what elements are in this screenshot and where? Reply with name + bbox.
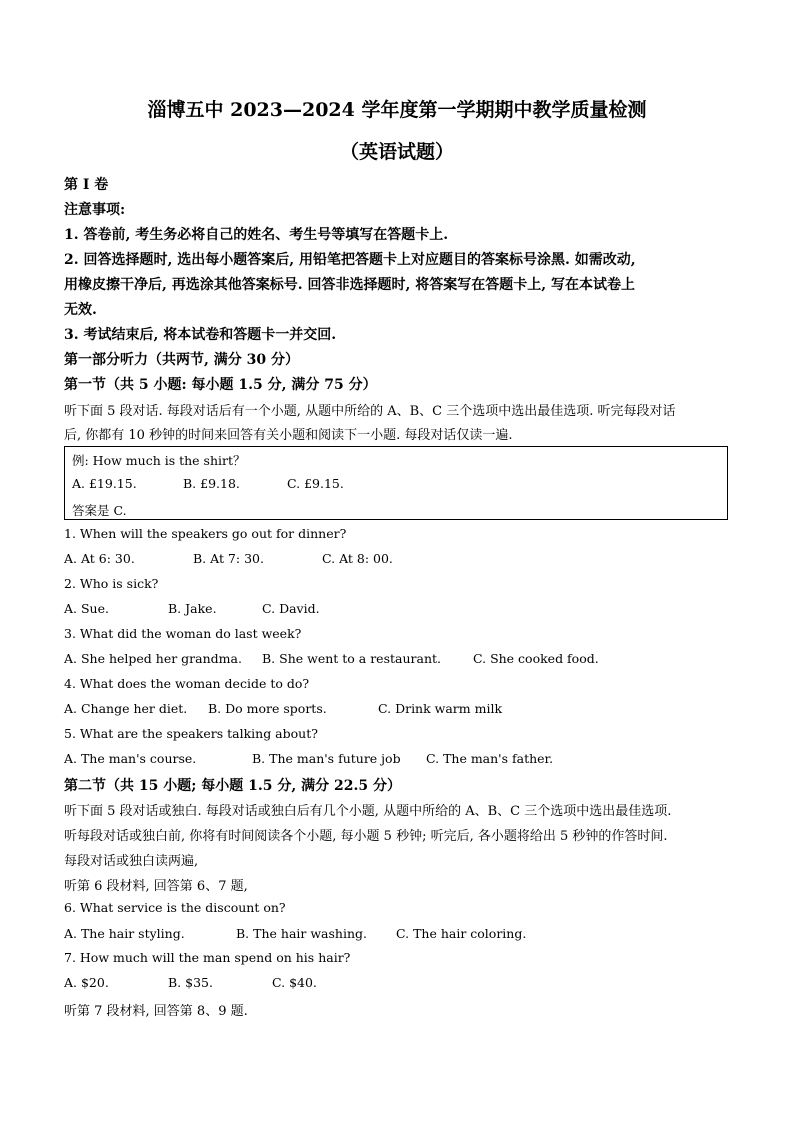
- question-2: 2. Who is sick?: [64, 576, 159, 591]
- question-5: 5. What are the speakers talking about?: [64, 726, 318, 741]
- q1-option-a: A. At 6: 30.: [64, 551, 135, 566]
- section2-heading: 第二节（共 15 小题; 每小题 1.5 分, 满分 22.5 分）: [64, 778, 401, 794]
- section1-heading: 第一部分听力（共两节, 满分 30 分）: [64, 352, 299, 368]
- section2-instruction: 听下面 5 段对话或独白. 每段对话或独白后有几个小题, 从题中所给的 A、B、C 三个选项中选出最佳选项.: [64, 804, 672, 819]
- q2-option-a: A. Sue.: [64, 601, 109, 616]
- q7-option-c: C. $40.: [272, 975, 317, 990]
- question-1: 1. When will the speakers go out for dinner?: [64, 526, 347, 541]
- q7-option-a: A. $20.: [64, 975, 109, 990]
- q7-option-b: B. $35.: [168, 975, 213, 990]
- example-question: 例: How much is the shirt？: [72, 453, 246, 468]
- notice-item: 2. 回答选择题时, 选出每小题答案后, 用铅笔把答题卡上对应题目的答案标号涂黑. 如需改动,: [64, 252, 636, 268]
- question-6: 6. What service is the discount on?: [64, 900, 286, 915]
- q3-option-c: C. She cooked food.: [473, 651, 599, 666]
- example-option-a: A. £19.15.: [72, 476, 137, 491]
- example-option-c: C. £9.15.: [287, 476, 344, 491]
- exam-title: 淄博五中 2023—2024 学年度第一学期期中教学质量检测: [147, 99, 647, 121]
- material-7-label: 听第 7 段材料, 回答第 8、9 题.: [64, 1004, 248, 1019]
- q6-option-c: C. The hair coloring.: [396, 926, 527, 941]
- q5-option-b: B. The man's future job: [252, 751, 401, 766]
- q5-option-c: C. The man's father.: [426, 751, 554, 766]
- question-4: 4. What does the woman decide to do?: [64, 676, 310, 691]
- q2-option-c: C. David.: [262, 601, 320, 616]
- section1-subheading: 第一节（共 5 小题: 每小题 1.5 分, 满分 75 分）: [64, 377, 377, 393]
- notice-heading: 注意事项:: [64, 202, 126, 218]
- q1-option-b: B. At 7: 30.: [193, 551, 264, 566]
- section2-instruction: 每段对话或独白读两遍,: [64, 854, 199, 869]
- question-7: 7. How much will the man spend on his hair?: [64, 950, 351, 965]
- question-3: 3. What did the woman do last week?: [64, 626, 302, 641]
- notice-item: 1. 答卷前, 考生务必将自己的姓名、考生号等填写在答题卡上.: [64, 227, 449, 243]
- part-label: 第 I 卷: [64, 177, 109, 193]
- exam-subtitle: （英语试题）: [339, 141, 454, 163]
- material-6-label: 听第 6 段材料, 回答第 6、7 题,: [64, 879, 248, 894]
- q3-option-a: A. She helped her grandma.: [64, 651, 242, 666]
- example-option-b: B. £9.18.: [183, 476, 240, 491]
- section1-instruction: 听下面 5 段对话. 每段对话后有一个小题, 从题中所给的 A、B、C 三个选项中选出最佳选项. 听完每段对话: [64, 404, 676, 419]
- q2-option-b: B. Jake.: [168, 601, 217, 616]
- section2-instruction: 听每段对话或独白前, 你将有时间阅读各个小题, 每小题 5 秒钟; 听完后, 各小题将给出 5 秒钟的作答时间.: [64, 829, 668, 844]
- q4-option-c: C. Drink warm milk: [378, 701, 503, 716]
- notice-item: 3. 考试结束后, 将本试卷和答题卡一并交回.: [64, 327, 337, 343]
- q3-option-b: B. She went to a restaurant.: [262, 651, 441, 666]
- section1-instruction: 后, 你都有 10 秒钟的时间来回答有关小题和阅读下一小题. 每段对话仅读一遍.: [64, 428, 513, 443]
- q1-option-c: C. At 8: 00.: [322, 551, 393, 566]
- notice-item: 无效.: [64, 302, 97, 318]
- example-answer: 答案是 C.: [72, 503, 127, 518]
- q6-option-a: A. The hair styling.: [64, 926, 185, 941]
- q5-option-a: A. The man's course.: [64, 751, 197, 766]
- notice-item: 用橡皮擦干净后, 再选涂其他答案标号. 回答非选择题时, 将答案写在答题卡上, 写在本试卷上: [64, 277, 635, 293]
- q4-option-b: B. Do more sports.: [208, 701, 327, 716]
- q4-option-a: A. Change her diet.: [64, 701, 188, 716]
- q6-option-b: B. The hair washing.: [236, 926, 367, 941]
